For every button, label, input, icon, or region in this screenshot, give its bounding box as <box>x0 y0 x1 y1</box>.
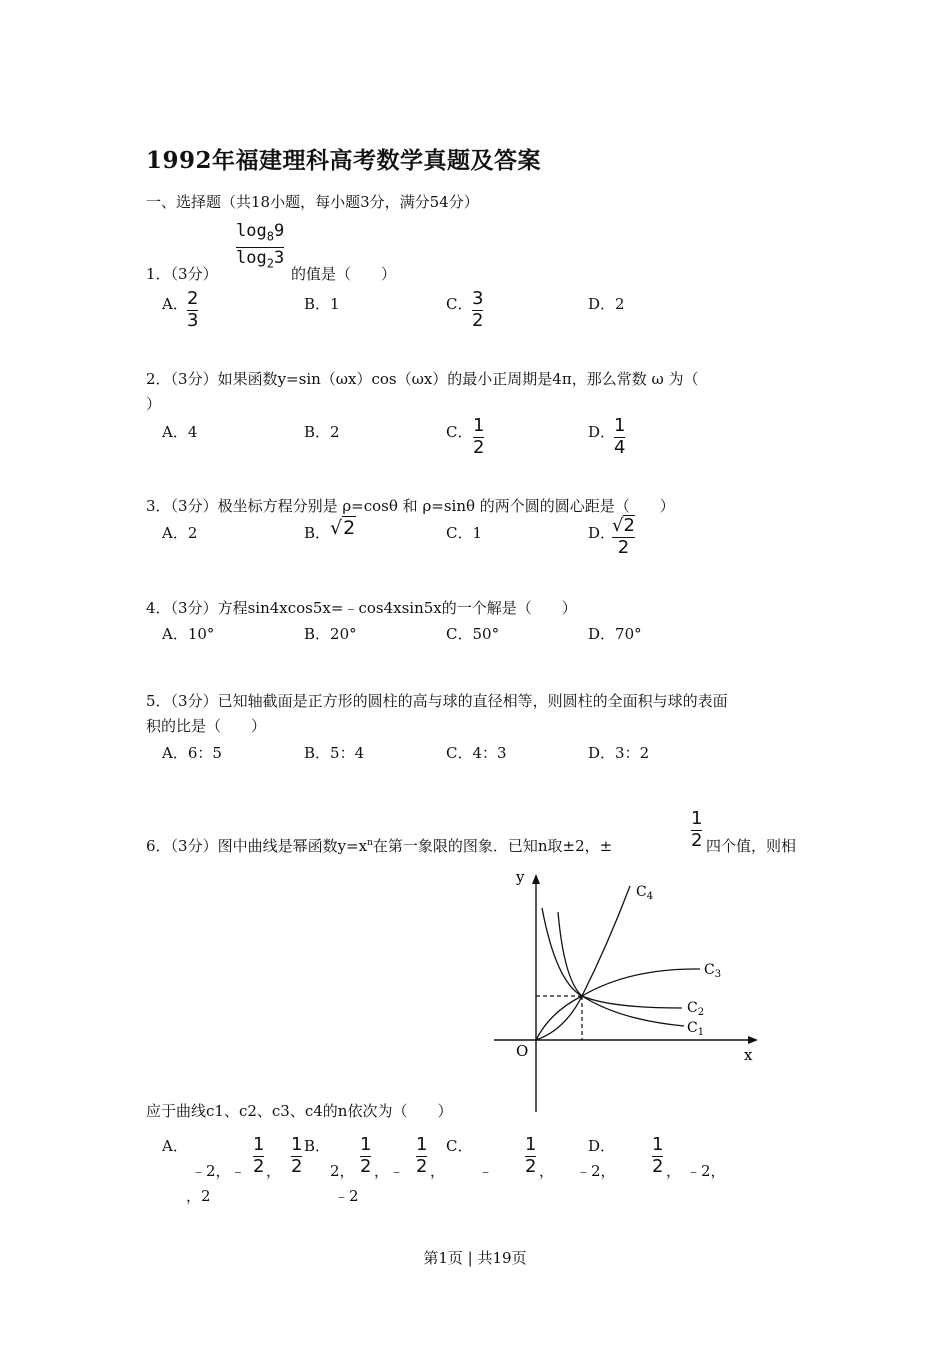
q3-stem: 3．（3分）极坐标方程分别是 ρ=cosθ 和 ρ=sinθ 的两个圆的圆心距是（ ） <box>146 497 675 515</box>
q6-stem-line1-c: 四个值，则相 <box>706 837 797 855</box>
label-c4: $C_4$ <box>636 884 654 902</box>
q3-option-b: B． <box>304 524 331 542</box>
page-title: 1992年福建理科高考数学真题及答案 <box>146 147 542 174</box>
q4-option-a: A．10° <box>162 625 215 643</box>
q1-option-a: A． <box>162 295 188 313</box>
q6-power-function-figure <box>490 862 780 1117</box>
q6-option-c-frac1: 1 2 <box>525 1134 537 1177</box>
curve-c4 <box>536 886 630 1040</box>
q1-option-b: B．1 <box>304 295 340 313</box>
q2-option-d-frac: 1 4 <box>614 415 626 458</box>
q1-option-a-frac: 2 3 <box>187 288 199 331</box>
q6-option-d: D． <box>588 1137 616 1155</box>
q6-option-a-frac1: 1 2 <box>253 1134 265 1177</box>
q6-exponent: n <box>367 838 373 848</box>
q5-option-b: B．5：4 <box>304 744 365 762</box>
q6-option-b-row2: 2， <box>330 1162 355 1180</box>
page-footer: 第1页 | 共19页 <box>423 1249 527 1267</box>
q6-option-b-comma: ，﹣ <box>374 1162 405 1180</box>
q6-option-b-frac1: 1 2 <box>360 1134 372 1177</box>
q4-stem: 4．（3分）方程sin4xcos5x=﹣cos4xsin5x的一个解是（ ） <box>146 599 577 617</box>
q6-option-d-row2: ﹣2， <box>686 1162 726 1180</box>
q6-half-frac: 1 2 <box>691 808 703 851</box>
q4-option-b: B．20° <box>304 625 357 643</box>
q6-stem-line1-a: 6．（3分）图中曲线是幂函数$y=x^n$在第一象限的图象．已知n取±2，± <box>146 837 613 855</box>
q2-option-d: D． <box>588 423 616 441</box>
q5-stem-line1: 5．（3分）已知轴截面是正方形的圆柱的高与球的直径相等，则圆柱的全面积与球的表面 <box>146 692 728 710</box>
q5-option-d: D．3：2 <box>588 744 650 762</box>
q6-option-a-comma: ， <box>266 1162 282 1180</box>
q2-stem-line1: 2．（3分）如果函数y=sin（ωx）cos（ωx）的最小正周期是4π，那么常数 ω 为（ <box>146 370 699 388</box>
label-c3: $C_3$ <box>704 962 722 980</box>
q6-option-b-comma2: ， <box>430 1162 446 1180</box>
q2-option-b: B．2 <box>304 423 340 441</box>
q2-stem-line2: ） <box>146 395 162 413</box>
q3-option-d: D． <box>588 524 616 542</box>
q1-option-c: C． <box>446 295 473 313</box>
q6-option-c-mid: ﹣2， <box>576 1162 616 1180</box>
q1-prefix: 1．（3分） <box>146 265 218 283</box>
q6-option-b-frac2: 1 2 <box>416 1134 428 1177</box>
q1-option-d: D．2 <box>588 295 625 313</box>
q6-option-a-frac2: 1 2 <box>291 1134 303 1177</box>
q1-numerator: $\log_89$ <box>236 221 285 244</box>
y-axis-arrow <box>532 874 540 884</box>
q6-option-b: B． <box>304 1137 331 1155</box>
q6-option-d-comma: ， <box>666 1162 682 1180</box>
y-axis-label: y <box>516 868 525 886</box>
q6-option-b-row3: ﹣2 <box>334 1187 359 1205</box>
q5-stem-line2: 积的比是（ ） <box>146 717 267 735</box>
q6-option-a-row3: ，2 <box>186 1187 211 1205</box>
section-heading: 一、选择题（共18小题，每小题3分，满分54分） <box>146 193 479 211</box>
label-c1: $C_1$ <box>687 1020 705 1038</box>
q1-log-fraction <box>236 221 284 274</box>
q6-option-c: C． <box>446 1137 473 1155</box>
q1-option-c-frac: 3 2 <box>472 288 484 331</box>
x-axis-label: x <box>744 1046 753 1064</box>
q4-option-c: C．50° <box>446 625 500 643</box>
q5-option-c: C．4：3 <box>446 744 507 762</box>
q6-option-a: A． <box>162 1137 188 1155</box>
q6-option-d-frac1: 1 2 <box>652 1134 664 1177</box>
q6-stem-line2: 应于曲线c1、c2、c3、c4的n依次为（ ） <box>146 1102 453 1120</box>
x-axis-arrow <box>748 1036 758 1044</box>
q2-option-a: A．4 <box>162 423 198 441</box>
q1-denominator: $\log_23$ <box>236 248 285 271</box>
q3-option-a: A．2 <box>162 524 198 542</box>
curve-c2 <box>558 912 682 1008</box>
q6-option-a-row2: ﹣2，﹣ <box>191 1162 246 1180</box>
q2-option-c: C． <box>446 423 473 441</box>
q3-option-b-sqrt: √2 <box>330 517 356 539</box>
q3-option-c: C．1 <box>446 524 483 542</box>
q1-suffix: 的值是（ ） <box>291 265 397 283</box>
q4-option-d: D．70° <box>588 625 642 643</box>
q6-option-c-row2: ﹣ <box>478 1162 494 1180</box>
q3-option-d-frac: √2 2 <box>612 515 635 558</box>
label-c2: $C_2$ <box>687 1000 705 1018</box>
q5-option-a: A．6：5 <box>162 744 222 762</box>
origin-label: O <box>516 1042 529 1060</box>
q2-option-c-frac: 1 2 <box>473 415 485 458</box>
q6-option-c-comma: ， <box>539 1162 555 1180</box>
